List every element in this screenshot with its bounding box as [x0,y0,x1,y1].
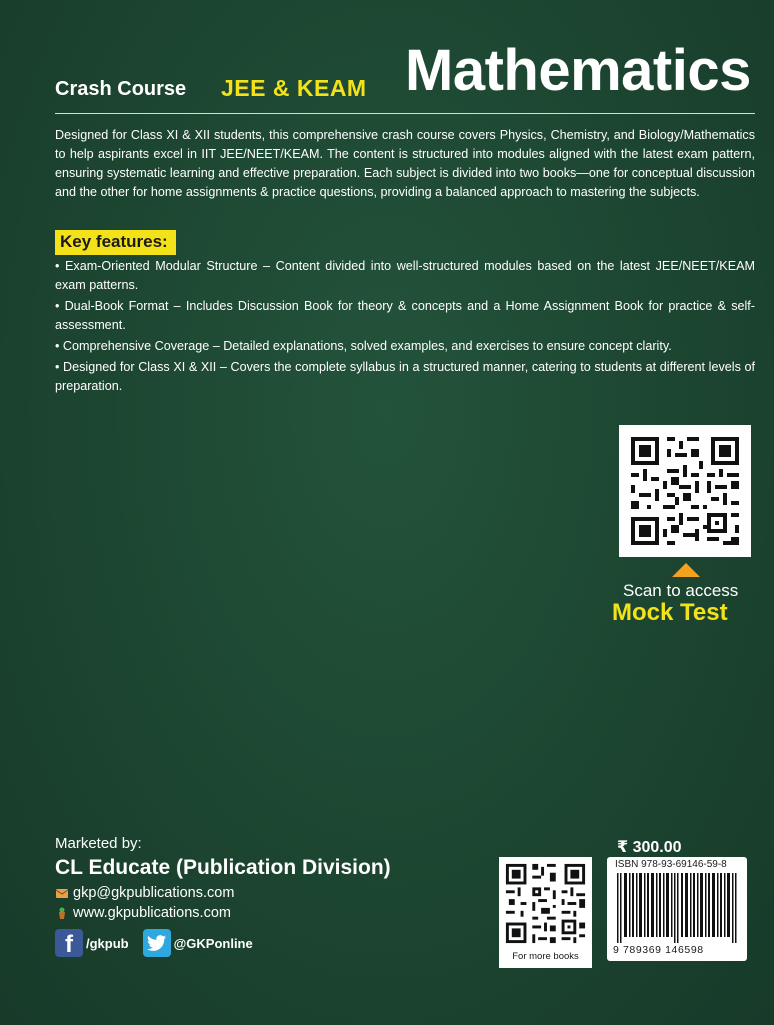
globe-icon [55,906,69,920]
email-row [55,885,234,901]
key-features-heading: Key features: [55,230,176,255]
facebook-icon[interactable]: f [55,929,83,957]
publisher-name: CL Educate (Publication Division) [55,856,391,879]
social-links [55,929,253,957]
cover-header [55,36,760,108]
feature-item: • Exam-Oriented Modular Structure – Content divided into well-structured modules based on the latest JEE/NEET/KEAM exam patterns. [55,259,755,292]
intro-paragraph: Designed for Class XI & XII students, this comprehensive crash course covers Physics, Chemistry, and Biology/Mathematics to help aspirants excel in IIT JEE/NEET/KEAM. The content is structured into modules aligned with the latest exam pattern, ensuring systematic learning and effective preparation. Each subject is divided into two books—one for conceptual discussion and the other for home assignments & practice questions, providing a balanced approach to mastering the subjects. [55,128,755,199]
email-link[interactable]: gkp@gkpublications.com [73,885,235,901]
more-books-label: For more books [512,951,579,962]
header-divider [55,113,755,114]
qr-code-graphic [619,425,751,557]
mail-icon [55,886,69,900]
qr-code-graphic [503,861,588,946]
exam-label: JEE & KEAM [221,75,367,101]
mock-test-qr-code[interactable] [619,425,751,557]
feature-item: • Dual-Book Format – Includes Discussion Book for theory & concepts and a Home Assignment Book for practice & self-assessment. [55,299,755,332]
website-link[interactable]: www.gkpublications.com [73,905,231,921]
facebook-handle[interactable]: /gkpub [86,935,129,951]
barcode-graphic [615,873,739,943]
subject-title: Mathematics [405,38,751,103]
feature-item: • Designed for Class XI & XII – Covers the complete syllabus in a structured manner, catering to students at different levels of preparation. [55,360,755,393]
feature-item: • Comprehensive Coverage – Detailed explanations, solved examples, and exercises to ensure concept clarity. [55,339,672,353]
isbn-barcode [607,857,747,961]
barcode-number: 9 789369 146598 [613,944,704,956]
price-label: ₹ 300.00 [617,839,682,856]
marketed-by-label: Marketed by: [55,835,142,852]
mock-test-label: Mock Test [612,599,728,626]
more-books-qr-code [503,861,588,946]
isbn-label: ISBN 978-93-69146-59-8 [615,859,727,870]
arrow-up-icon [672,563,700,577]
twitter-icon[interactable] [143,929,171,957]
crash-course-label: Crash Course [55,78,187,100]
scan-label: Scan to access [623,581,739,600]
website-row [55,905,231,921]
key-features-list [55,257,755,398]
twitter-handle[interactable]: @GKPonline [173,935,253,951]
more-books-qr-card[interactable] [499,857,592,968]
